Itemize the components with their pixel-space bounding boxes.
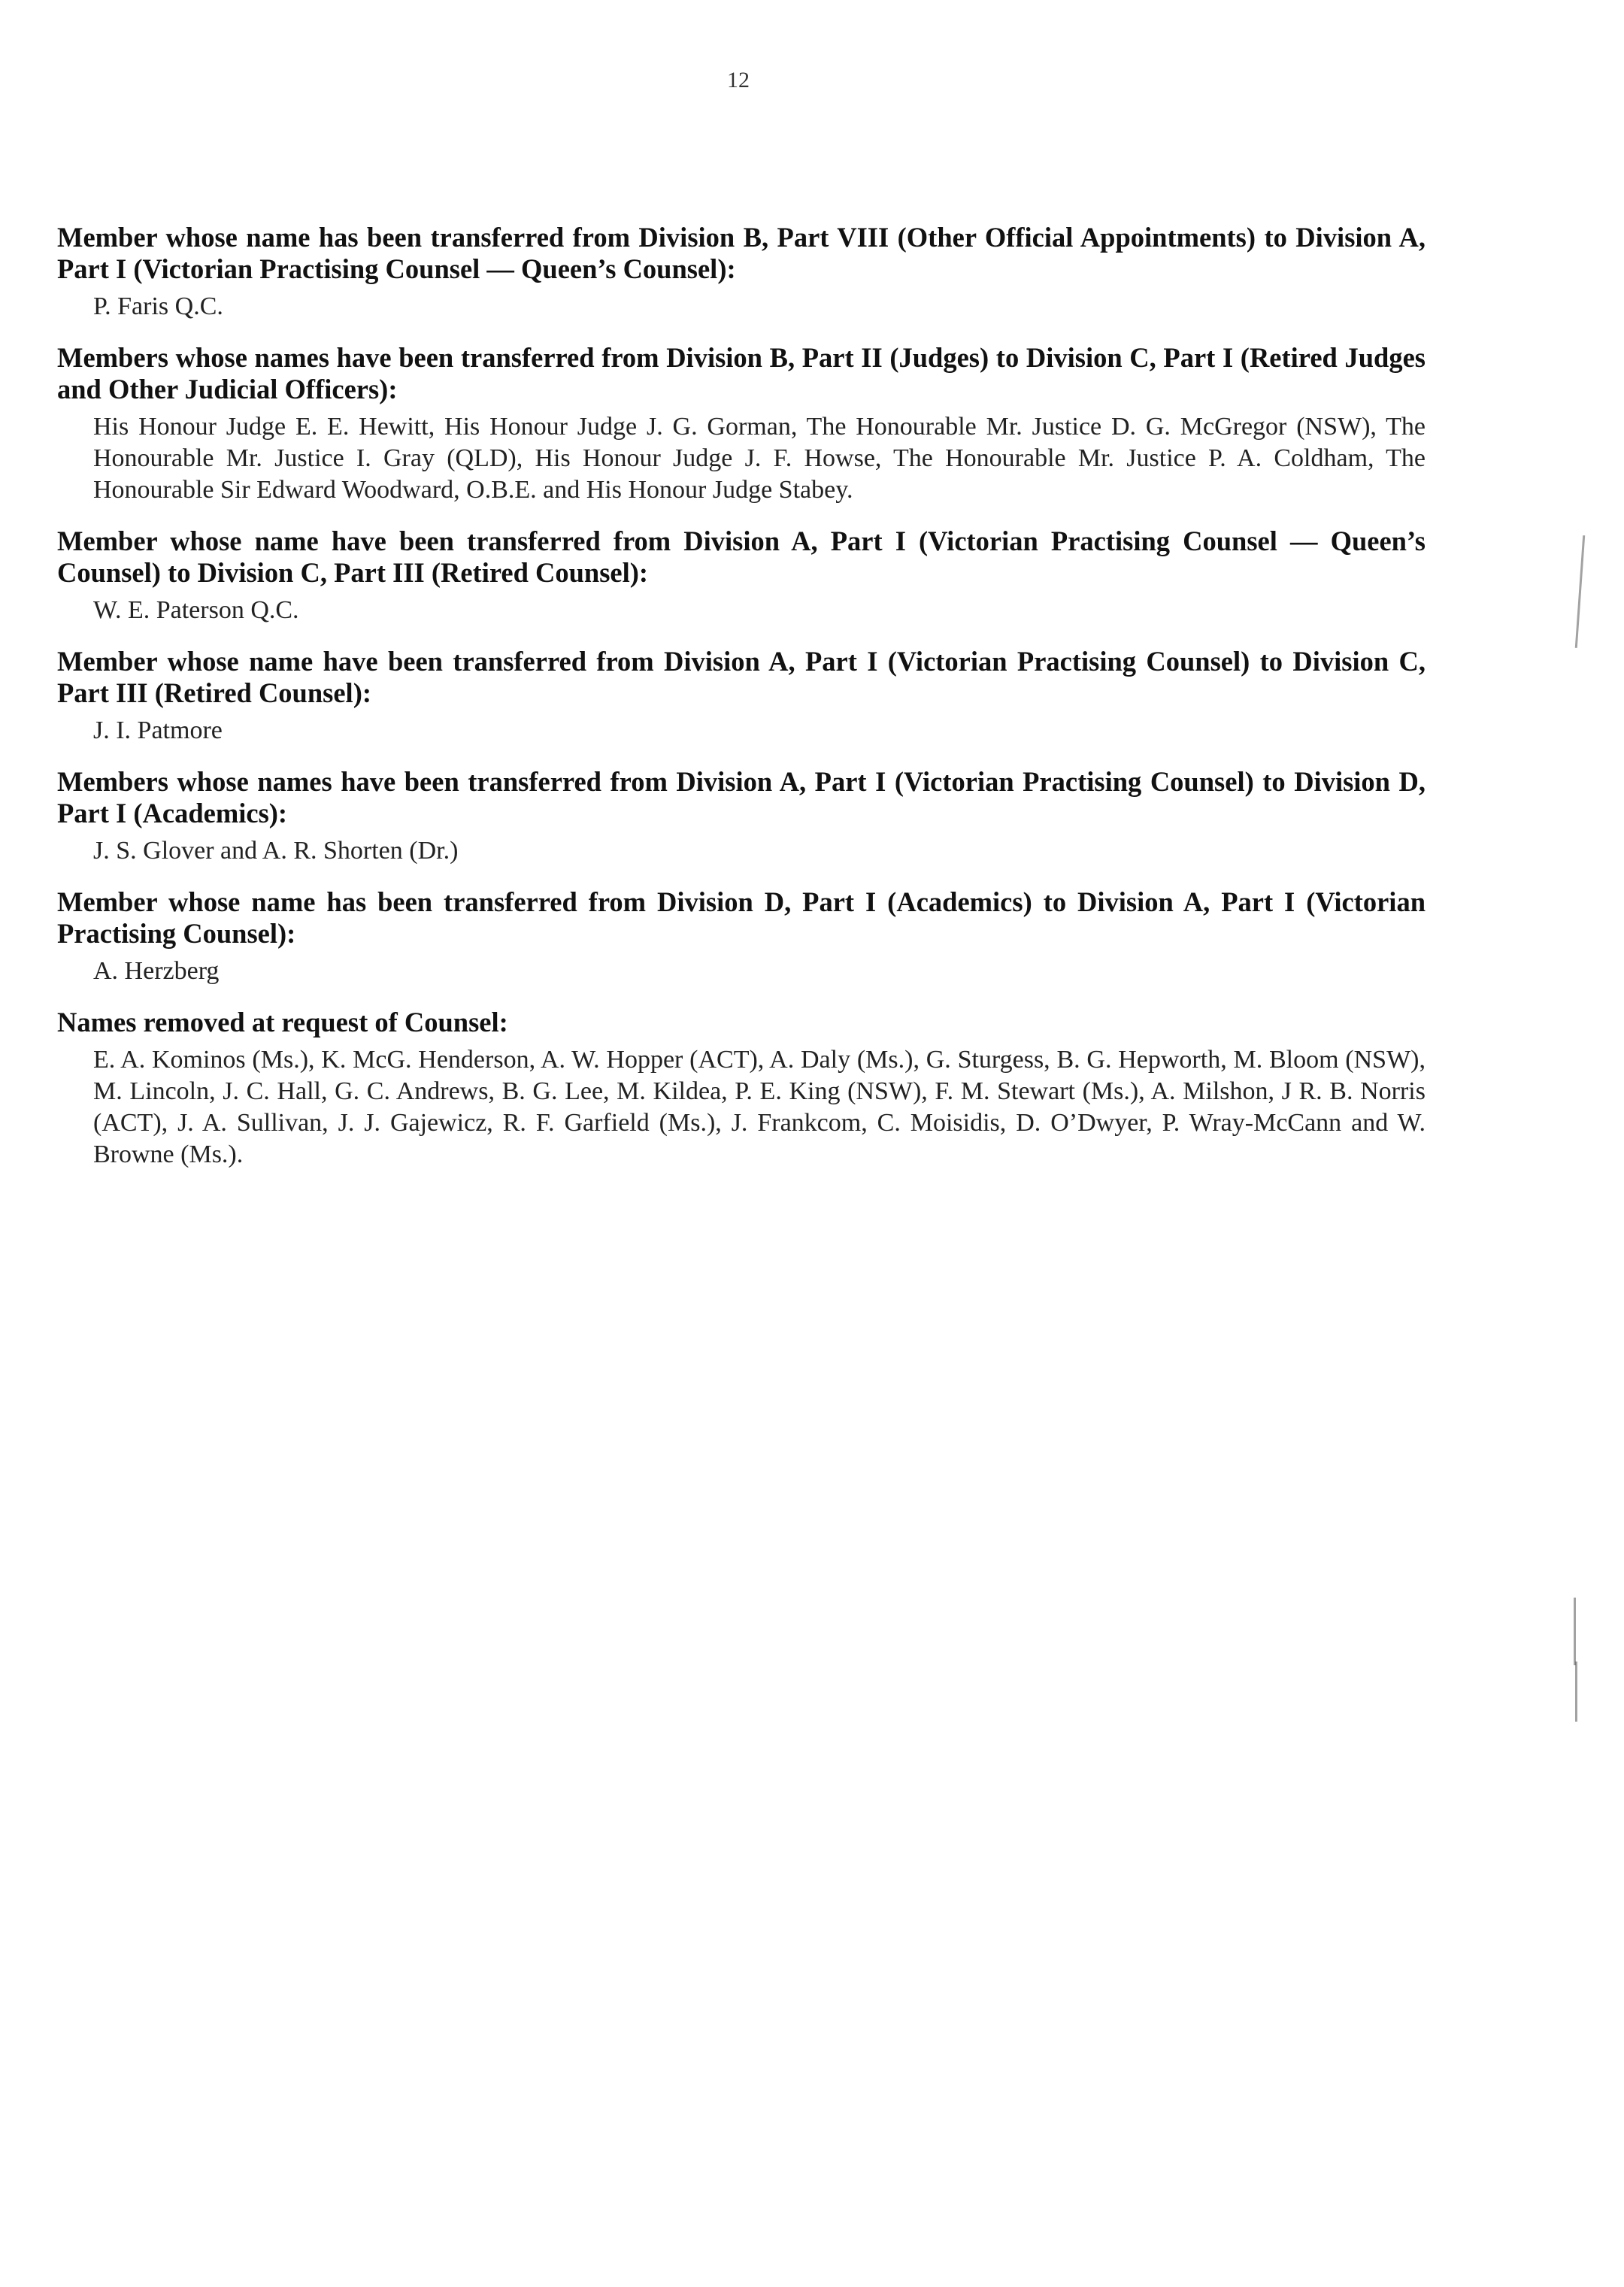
entry-heading: Members whose names have been transferred from Division B, Part II (Judges) to Division C, Part I (Retired Judges and Other Judicial Officers): xyxy=(57,342,1426,404)
entry-heading: Member whose name has been transferred from Division B, Part VIII (Other Official Appointments) to Division A, Part I (Victorian Practising Counsel — Queen’s Counsel): xyxy=(57,222,1426,284)
entry-transfer-judges xyxy=(57,342,1426,506)
entry-heading: Member whose name have been transferred from Division A, Part I (Victorian Practising Counsel) to Division C, Part III (Retired Counsel): xyxy=(57,646,1426,708)
entry-transfer-herzberg xyxy=(57,886,1426,987)
entry-transfer-patmore xyxy=(57,646,1426,747)
entry-transfer-paterson xyxy=(57,526,1426,626)
document-body xyxy=(57,222,1426,1190)
entry-names: J. I. Patmore xyxy=(93,716,223,744)
entry-heading: Members whose names have been transferred from Division A, Part I (Victorian Practising Counsel) to Division D, Part I (Academics): xyxy=(57,766,1426,828)
page-number: 12 xyxy=(727,68,750,92)
scan-artifact-mark xyxy=(1575,535,1585,648)
entry-names: A. Herzberg xyxy=(93,957,220,985)
entry-names: E. A. Kominos (Ms.), K. McG. Henderson, A. W. Hopper (ACT), A. Daly (Ms.), G. Sturgess, B. G. Hepworth, M. Bloom (NSW), M. Lincoln, J. C. Hall, G. C. Andrews, B. G. Lee, M. Kildea, P. E. King (NSW), F. M. Stewart (Ms.), A. Milshon, J R. B. Norris (ACT), J. A. Sullivan, J. J. Gajewicz, R. F. Garfield (Ms.), J. Frankcom, C. Moisidis, D. O’Dwyer, P. Wray-McCann and W. Browne (Ms.). xyxy=(93,1046,1426,1168)
entry-names: P. Faris Q.C. xyxy=(93,292,223,320)
entry-transfer-academics xyxy=(57,766,1426,867)
entry-names: W. E. Paterson Q.C. xyxy=(93,596,299,624)
entry-heading: Member whose name has been transferred from Division D, Part I (Academics) to Division A, Part I (Victorian Practising Counsel): xyxy=(57,886,1426,949)
entry-names-removed xyxy=(57,1007,1426,1171)
entry-names: His Honour Judge E. E. Hewitt, His Honour Judge J. G. Gorman, The Honourable Mr. Justice D. G. McGregor (NSW), The Honourable Mr. Justice I. Gray (QLD), His Honour Judge J. F. Howse, The Honourable Mr. Justice P. A. Coldham, The Honourable Sir Edward Woodward, O.B.E. and His Honour Judge Stabey. xyxy=(93,413,1426,504)
scan-artifact-mark xyxy=(1574,1598,1576,1665)
entry-heading: Names removed at request of Counsel: xyxy=(57,1007,508,1037)
scan-artifact-mark xyxy=(1575,1661,1577,1722)
entry-names: J. S. Glover and A. R. Shorten (Dr.) xyxy=(93,837,459,865)
entry-transfer-faris xyxy=(57,222,1426,323)
entry-heading: Member whose name have been transferred from Division A, Part I (Victorian Practising Counsel — Queen’s Counsel) to Division C, Part III (Retired Counsel): xyxy=(57,526,1426,588)
